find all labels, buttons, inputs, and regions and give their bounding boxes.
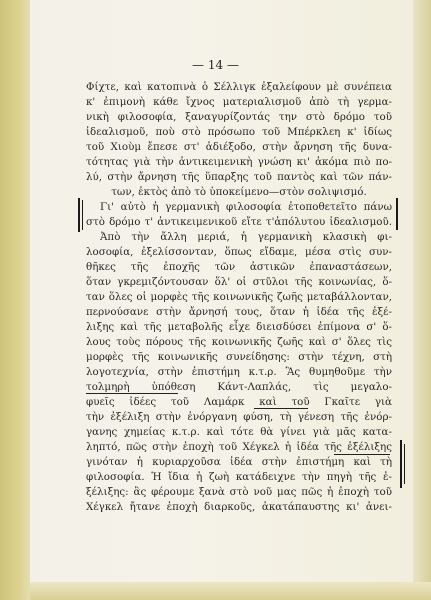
text-line: λοσοφία, ἐξελίσσονταν, ὅπως εἴδαμε, μέσα στὶς συν- <box>86 246 392 258</box>
text-line: Χέγκελ ἤτανε ἐποχὴ διαρκοῦς, ἀκατάπαυστης κι' ἀνει- <box>86 501 392 513</box>
text-line: νικὴ φιλοσοφία, ξαναγυρίζοντάς την στὸ δρόμο τοῦ <box>86 111 392 123</box>
margin-pen-mark <box>78 198 80 232</box>
text-line: ἰδεαλισμοῦ, ποὺ στὸ πρόσωπο τοῦ Μπέρκλεη κ' ἰδίως <box>86 126 392 138</box>
text-line: κ' ἐπιμονὴ κάθε ἴχνος ματεριαλισμοῦ ἀπὸ τὴ γερμα- <box>86 96 392 108</box>
margin-pen-mark <box>400 440 402 488</box>
text-line: στὸ δρόμο τ' ἀντικειμενικοῦ εἴτε τ'ἀπόλυτου ἰδεαλισμοῦ. <box>86 216 392 228</box>
pen-underline <box>334 454 390 455</box>
page-binding-edge <box>0 0 30 600</box>
text-line: των, ἐκτὸς ἀπὸ τὸ ὑποκείμενο—στὸν σολιψισμό. <box>111 186 367 198</box>
page-number: — 14 — <box>192 58 239 72</box>
margin-pen-mark <box>82 200 83 230</box>
text-line: Φίχτε, καὶ κατοπινὰ ὁ Σέλλιγκ ἐξαλείφουν μὲ συνέπεια <box>86 81 392 93</box>
text-line: ξέλιξης: ἂς φέρουμε ξανὰ στὸ νοῦ μας πῶς ἡ ἐποχὴ τοῦ <box>86 486 392 498</box>
text-line: μορφὲς τῆς κοινωνικῆς συνείδησης: στὴν τέχνη, στὴ <box>86 351 392 363</box>
text-line: φιλοσοφία. Ἡ ἴδια ἡ ζωὴ κατάδειχνε τὴν πηγὴ τῆς ἐ- <box>86 471 392 483</box>
pen-underline <box>86 393 178 394</box>
text-line: λύ, στὴν ἄρνηση τῆς ὕπαρξης τοῦ παντὸς καὶ τῶν πάν- <box>86 171 392 183</box>
text-line: τοῦ Χιοὺμ ἔπεσε στ' ἀδιέξοδο, στὴν ἄρνηση τῆς δυνα- <box>86 141 392 153</box>
text-line: φυεῖς ἰδέες τοῦ Λαμάρκ καὶ τοῦ Γκαῖτε γιὰ <box>86 396 392 408</box>
text-line: Ἀπὸ τὴν ἄλλη μεριά, ἡ γερμανικὴ κλασικὴ φι- <box>100 231 392 243</box>
text-line: λιξης καὶ τῆς μεταβολῆς εἶχε διεισδύσει ἐπίμονα σ' ὅ- <box>86 321 392 333</box>
text-line: γανης χημείας κ.τ.ρ. καὶ τότε θὰ γίνει γιὰ μᾶς κατα- <box>86 426 392 438</box>
page-bottom-edge <box>30 582 431 600</box>
text-line: περνούσανε στὴν ἄρνησή τους, ὅταν ἡ ἰδέα τῆς ἐξέ- <box>86 306 392 318</box>
text-line: ταν ὅλες οἱ μορφὲς τῆς κοινωνικῆς ζωῆς μεταβάλλονταν, <box>86 291 392 303</box>
text-line: ὅταν γκρεμιζόντουσαν ὅλ' οἱ στῦλοι τῆς κοινωνίας, ὅ- <box>86 276 392 288</box>
text-line: τολμηρὴ ὑπόθεση Κάντ-Λαπλάς, τὶς μεγαλο- <box>86 381 392 393</box>
margin-pen-mark <box>396 198 398 230</box>
text-line: τὴν ἐξέλιξη στὴν ἐνόργανη φύση, τὴ γένεση τῆς ἐνόρ- <box>86 411 392 423</box>
text-line: λους τοὺς πόρους τῆς κοινωνικῆς ζωῆς καὶ σ' ὅλες τὶς <box>86 336 392 348</box>
text-line: λογοτεχνία, στὴν ἐπιστήμη κ.τ.ρ. Ἂς θυμηθοῦμε τὴν <box>86 366 392 378</box>
margin-pen-mark <box>404 444 405 484</box>
text-line: Γι' αὐτὸ ἡ γερμανικὴ φιλοσοφία ἐτοποθετεῖτο πάνω <box>100 201 392 213</box>
text-line: τότητας γιὰ τὴν ἀντικειμενικὴ γνώση κι' ἀκόμα πιὸ πο- <box>86 156 392 168</box>
page-right-edge <box>413 0 431 600</box>
text-line: θῆκες τῆς ἐποχῆς τῶν ἀστικῶν ἐπαναστάσεων, <box>86 261 392 273</box>
text-line: ληπτό, πῶς στὴν ἐποχὴ τοῦ Χέγκελ ἡ ἰδέα τῆς ἐξέλιξης <box>86 441 392 453</box>
pen-underline <box>254 408 308 409</box>
text-line: γινόταν ἡ κυριαρχοῦσα ἰδέα στὴν ἐπιστήμη καὶ τὴ <box>86 456 392 468</box>
